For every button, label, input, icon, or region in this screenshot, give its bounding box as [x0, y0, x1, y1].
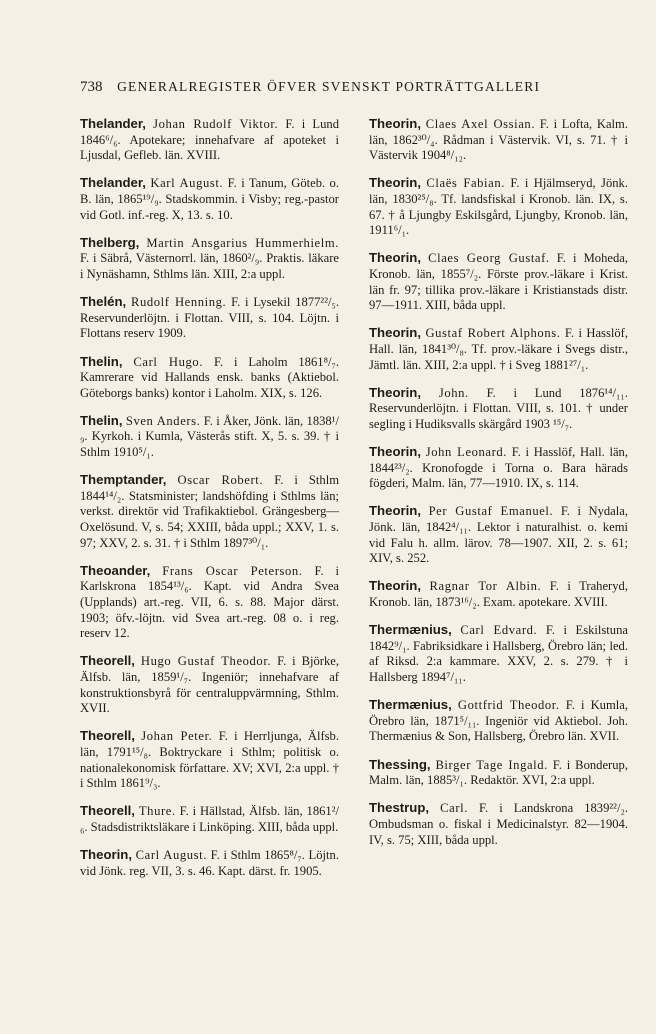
entry-given-names: Sven Anders.	[125, 413, 201, 428]
register-entry	[369, 175, 628, 238]
entry-text: F. i Laholm 1861⁸/₇. Kamrerare vid Hallands ensk. banks (Aktiebol. Göteborgs banks) kontor i Laholm. XIX, s. 126.	[80, 354, 339, 400]
entry-surname: Thermænius,	[369, 697, 452, 713]
entry-given-names: Thure.	[138, 804, 176, 819]
entry-given-names: Gustaf Robert Alphons.	[425, 326, 561, 341]
entry-surname: Thessing,	[369, 756, 431, 772]
register-entry	[369, 800, 628, 848]
entry-text: F. i Bonderup, Malm. län, 1885³/₁. Redaktör. XVI, 2:a uppl.	[369, 757, 628, 788]
entry-text: F. i Kumla, Örebro län, 1871⁵/₁₁. Ingeniör vid Aktiebol. Joh. Thermænius & Son, Hallsberg, Örebro län. XVII.	[369, 698, 628, 744]
entry-given-names: Hugo Gustaf Theodor.	[140, 654, 272, 669]
register-entry	[80, 803, 339, 835]
entry-given-names: Rudolf Henning.	[130, 295, 227, 310]
register-entry	[369, 578, 628, 610]
entry-given-names: Birger Tage Ingald.	[435, 757, 548, 772]
entry-surname: Theorin,	[369, 503, 422, 519]
register-entry	[369, 757, 628, 789]
entry-given-names: Frans Oscar Peterson.	[162, 563, 303, 578]
register-entry	[369, 385, 628, 433]
entry-surname: Theorin,	[369, 175, 422, 191]
entry-given-names: Martin Ansgarius Hummerhielm.	[146, 235, 339, 250]
entry-surname: Theorin,	[369, 578, 422, 594]
entry-text: F. i Traheryd, Kronob. län, 1873¹⁶/₂. Exam. apotekare. XVIII.	[369, 579, 628, 609]
entry-given-names: Ragnar Tor Albin.	[429, 579, 542, 594]
register-entry	[80, 294, 339, 342]
register-entry	[369, 503, 628, 566]
entry-text: F. i Karlskrona 1854¹³/₆. Kapt. vid Andra Svea (Upplands) art.-reg. VII, 6. s. 88. Major därst. 1903; öfv.-löjtn. vid Svea art.-reg. 08 o. i reg. reserv 12.	[80, 563, 339, 641]
register-entry	[80, 235, 339, 283]
entry-given-names: Carl August.	[135, 848, 208, 863]
entry-text: F. i Eskilstuna 1842⁹/₁. Fabriksidkare i Hallsberg, Örebro län; led. af Riksd. 2:a kammare. XXV, 2. s. 279. † i Hallsberg 1894⁷/₁₁.	[369, 623, 628, 684]
entry-given-names: Oscar Robert.	[177, 473, 264, 488]
left-column	[80, 116, 339, 891]
register-entry	[369, 250, 628, 313]
running-header	[80, 79, 626, 96]
register-entry	[80, 728, 339, 791]
entry-surname: Theorell,	[80, 728, 135, 744]
entry-surname: Theorell,	[80, 803, 135, 819]
entry-given-names: Claës Fabian.	[426, 176, 505, 191]
register-entry	[369, 444, 628, 492]
entry-surname: Theorin,	[369, 384, 422, 400]
entry-surname: Thestrup,	[369, 800, 430, 816]
entry-surname: Theorin,	[369, 116, 422, 131]
entry-text: F. i Björke, Älfsb. län, 1859¹/₇. Ingeniör; innehafvare af konstruktionsbyrå för centraluppvärmning, Sthlm. XVII.	[80, 654, 339, 716]
entry-surname: Thelander,	[80, 175, 146, 191]
entry-surname: Theorell,	[80, 653, 135, 669]
entry-given-names: Claes Axel Ossian.	[425, 117, 536, 131]
entry-text: F. i Herrljunga, Älfsb. län, 1791¹⁵/₈. Boktryckare i Sthlm; politisk o. nationalekonomisk författare. XV; XVI, 2:a uppl. † i Sthlm 1861⁹/₃.	[80, 729, 340, 791]
entry-surname: Theorin,	[369, 250, 422, 266]
entry-surname: Theorin,	[369, 444, 422, 460]
entry-given-names: Carl Hugo.	[133, 354, 204, 369]
register-entry	[369, 697, 628, 745]
entry-given-names: John.	[438, 385, 469, 400]
register-entry	[80, 354, 339, 402]
entry-text: F. i Lund 1846⁶/₆. Apotekare; innehafvare af apoteket i Ljusdal, Gefleb. län. XVIII.	[80, 117, 340, 163]
register-columns	[80, 116, 628, 891]
register-entry	[80, 413, 339, 461]
entry-given-names: Johan Rudolf Viktor.	[153, 117, 279, 131]
entry-given-names: Johan Peter.	[141, 729, 213, 744]
entry-text: F. i Lysekil 1877²²/₅. Reservunderlöjtn. i Flottan. VIII, s. 104. Löjtn. i Flottans reserv 1909.	[80, 295, 340, 341]
register-entry	[80, 563, 339, 642]
register-entry	[80, 653, 339, 716]
register-entry	[369, 622, 628, 685]
entry-given-names: John Leonard.	[425, 445, 508, 460]
entry-given-names: Per Gustaf Emanuel.	[428, 504, 554, 519]
entry-text: F. i Landskrona 1839²²/₂. Ombudsman o. fiskal i Medicinalstyr. 82—1904. IV, s. 75; XIII, båda uppl.	[369, 801, 628, 847]
entry-text: F. i Lofta, Kalm. län, 1862³⁰/₄. Rådman i Västervik. VI, s. 71. † i Västervik 1904⁸/₁₂.	[369, 117, 628, 163]
entry-surname: Themptander,	[80, 472, 167, 488]
entry-text: F. i Hällstad, Älfsb. län, 1861²/₆. Stadsdistriktsläkare i Linköping. XIII, båda uppl.	[80, 804, 339, 834]
register-entry	[80, 472, 339, 551]
entry-text: F. i Åker, Jönk. län, 1838¹/₉. Kyrkoh. i Kumla, Västerås stift. X, 5. s. 39. † i Sthlm 1910⁵/₁.	[80, 413, 339, 460]
entry-text: F. i Nydala, Jönk. län, 1842⁴/₁₁. Lektor i naturalhist. o. kemi vid Falu h. allm. lärov. 78—1907. XII, 2. s. 61; XIV, s. 252.	[369, 504, 629, 566]
register-entry	[369, 116, 628, 164]
entry-text: F. i Säbrå, Västernorrl. län, 1860²/₉. Praktis. läkare i Nynäshamn, Sthlms län. XIII, 2:a uppl.	[80, 251, 339, 281]
entry-given-names: Karl August.	[150, 176, 224, 191]
right-column	[369, 116, 628, 891]
entry-surname: Theorin,	[369, 325, 422, 341]
register-entry	[80, 116, 339, 164]
entry-surname: Thelén,	[80, 294, 127, 310]
entry-surname: Thelin,	[80, 412, 123, 428]
entry-given-names: Gottfrid Theodor.	[457, 698, 560, 713]
register-entry	[369, 325, 628, 373]
entry-text: F. i Moheda, Kronob. län, 1855⁷/₂. Förste prov.-läkare i Krist. län fr. 97; tillika prov.-läkare i Kristianstads distr. 97—1911. XIII, båda uppl.	[369, 251, 628, 313]
entry-surname: Theoander,	[80, 562, 151, 578]
entry-given-names: Claes Georg Gustaf.	[428, 251, 550, 266]
page-header-title: GENERALREGISTER ÖFVER SVENSKT PORTRÄTTGALLERI	[117, 79, 541, 94]
entry-text: F. i Hjälmseryd, Jönk. län, 1830²⁵/₈. Tf. landsfiskal i Kronob. län. IX, s. 67. † å Ljungby Eskilsgård, Ljungby, Kronob. län, 1911⁶/₁.	[369, 176, 628, 238]
register-entry	[80, 847, 339, 879]
entry-surname: Thelander,	[80, 116, 146, 131]
entry-surname: Thermænius,	[369, 622, 452, 638]
entry-text: F. i Sthlm 1844¹⁴/₂. Statsminister; landshöfding i Sthlms län; verkst. direktör vid Trafikaktiebol. Grängesberg—Oxelösund. V, s. 54; XXIII, båda uppl.; XXV, 1. s. 97; XXV, 2. s. 31. † i Sthlm 1897³⁰/₁.	[80, 473, 340, 550]
entry-text: F. i Tanum, Göteb. o. B. län, 1865¹⁹/₉. Stadskommin. i Visby; reg.-pastor vid Gotl. inf.-reg. X, 13. s. 10.	[80, 176, 339, 222]
entry-text: F. i Hasslöf, Hall. län, 1844²³/₂. Kronofogde i Torna o. Bara härads fögderi, Malm. län, 77—1910. IX, s. 114.	[369, 445, 628, 491]
page-number: 738	[80, 79, 103, 95]
entry-text: F. i Sthlm 1865⁸/₇. Löjtn. vid Jönk. reg. VII, 3. s. 46. Kapt. därst. fr. 1905.	[80, 848, 339, 878]
entry-text: F. i Hasslöf, Hall. län, 1841³⁰/₈. Tf. prov.-läkare i Svegs distr., Jämtl. län. XIII, 2:a uppl. † i Sveg 1881²⁷/₁.	[369, 326, 628, 372]
entry-surname: Theorin,	[80, 847, 133, 863]
entry-given-names: Carl.	[440, 801, 468, 816]
register-entry	[80, 175, 339, 223]
entry-given-names: Carl Edvard.	[460, 623, 538, 638]
entry-text: F. i Lund 1876¹⁴/₁₁. Reservunderlöjtn. i Flottan. VIII, s. 101. † under segling i Hudiksvalls skärgård 1903 ¹⁵/₇.	[369, 385, 628, 431]
entry-surname: Thelberg,	[80, 234, 140, 250]
entry-surname: Thelin,	[80, 353, 123, 369]
